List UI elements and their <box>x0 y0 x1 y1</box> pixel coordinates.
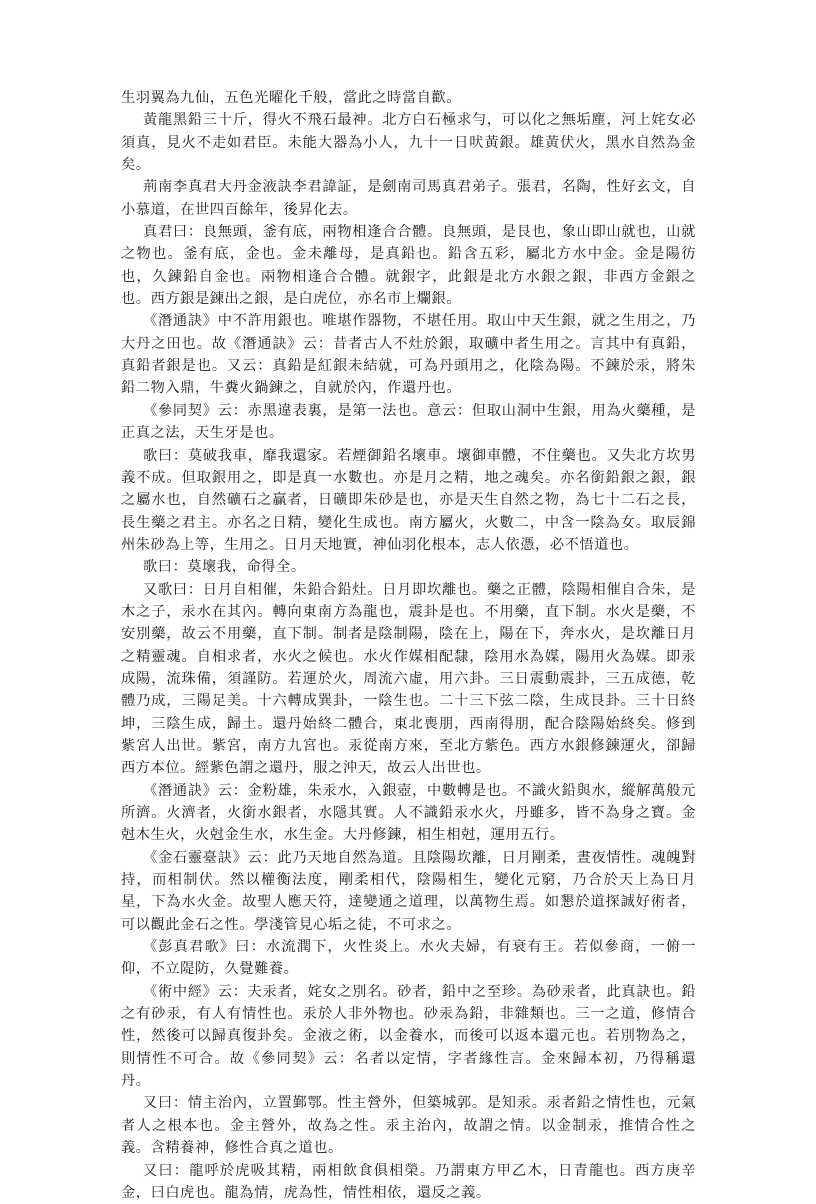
paragraph-4: 真君曰：良無頭，釜有底，兩物相逢合合體。良無頭，是艮也，象山即山就也，山就之物也。釜有底，金也。金未離母，是真鉛也。鉛含五彩，屬北方水中金。金是陽彷也，久鍊鉛自金也。兩物相逢合合體。就銀字，此銀是北方水銀之銀，非西方金銀之也。西方銀是鍊出之銀，是白虎位，亦名市上爛銀。 <box>121 221 696 310</box>
paragraph-13: 《術中經》云：夫汞者，姹女之別名。砂者，鉛中之至珍。為砂汞者，此真訣也。鉛之有砂汞，有人有情性也。汞於人非外物也。砂汞為鉛，非雜類也。三一之道，修情合性，然後可以歸真復卦矣。金液之術，以金養水，而後可以返本還元也。若別物為之，則情性不可合。故《參同契》云：名者以定情，字者緣性言。金來歸本初，乃得稱還丹。 <box>121 981 696 1093</box>
paragraph-5: 《潛通訣》中不許用銀也。唯堪作器物，不堪任用。取山中天生銀，就之生用之，乃大丹之田也。故《潛通訣》云：昔者古人不灶於銀，取礦中者生用之。言其中有真鉛，真鉛者銀是也。又云：真鉛是紅銀未結就，可為丹頭用之，化陰為陽。不鍊於汞，將朱鉛二物入鼎，牛糞火鍋鍊之，自就於內，作還丹也。 <box>121 310 696 399</box>
paragraph-1: 生羽翼為九仙，五色光曜化千般，當此之時當自歡。 <box>121 87 696 109</box>
paragraph-10: 《潛通訣》云：金粉雄，朱汞水，入銀壺，中數轉是也。不識火鉛與水，縱解萬般元所濟。火濟者，火銜水銀者，水隱其實。人不識鉛汞水火，丹雖多，皆不為身之寶。金尅木生火，火尅金生水，水生金。大丹修鍊，相生相尅，運用五行。 <box>121 780 696 847</box>
paragraph-14: 又曰：情主治內，立置鄞鄂。性主營外，但築城郭。是知汞。汞者鉛之情性也，元氣者人之根本也。金主營外，故為之性。汞主治內，故謂之情。以金制汞，推情合性之義。含精養神，修性合真之道也。 <box>121 1092 696 1159</box>
paragraph-15: 又曰：龍呼於虎吸其精，兩相飲食俱相榮。乃謂東方甲乙木，日青龍也。西方庚辛金，曰白虎也。龍為情，虎為性，情性相依，還反之義。 <box>121 1160 696 1204</box>
paragraph-9: 又歌曰：日月自相催，朱鉛合鉛灶。日月即坎離也。藥之正體，陰陽相催自合朱，是木之子，汞水在其內。轉向東南方為龍也，震卦是也。不用藥，直下制。水火是藥，不安別藥，故云不用藥，直下制。制者是陰制陽，陰在上，陽在下，奔水火，是坎離日月之精靈魂。自相求者，水火之候也。水火作媒相配隸，陰用水為媒，陽用火為媒。即汞成陽，流珠備，須謹防。若運於火，周流六虛，用六卦。三日震動震卦，三五成德，乾體乃成，三陽足美。十六轉成巽卦，一陰生也。二十三下弦二陰，生成艮卦。三十日終坤，三陰生成，歸土。還丹始終二體合，東北喪朋，西南得朋，配合陰陽始終矣。修到紫宮人出世。紫宮，南方九宮也。汞從南方來，至北方紫色。西方水銀修鍊運火，卻歸西方本位。經紫色謂之還丹，服之沖天，故云人出世也。 <box>121 579 696 780</box>
paragraph-12: 《彭真君歌》曰：水流潤下，火性炎上。水火夫婦，有衰有王。若似參商，一俯一仰，不立隄防，久覺難養。 <box>121 936 696 981</box>
paragraph-11: 《金石靈臺訣》云：此乃天地自然為道。且陰陽坎離，日月剛柔，晝夜情性。魂魄對持，而相制伏。然以權衡法度，剛柔相代，陰陽相生，變化元窮，乃合於天上為日月星，下為水火金。故聖人應天符，達變通之道理，以萬物生焉。如懇於道探誠好術者，可以觀此金石之性。學淺管見心垢之徒，不可求之。 <box>121 847 696 936</box>
paragraph-6: 《參同契》云：赤黑違表裏，是第一法也。意云：但取山洞中生銀，用為火藥種，是正真之法，天生牙是也。 <box>121 400 696 445</box>
paragraph-8: 歌曰：莫壞我，命得全。 <box>121 556 696 578</box>
paragraph-7: 歌曰：莫破我車，靡我還家。若煙御鉛名壞車。壞御車體，不住藥也。又失北方坎男義不成。但取銀用之，即是真一水數也。亦是月之精，地之魂矣。亦名銜鉛銀之銀，銀之屬水也，自然礦石之贏者，日礦即朱砂是也，亦是天生自然之物，為七十二石之長，長生藥之君主。亦名之日精，變化生成也。南方屬火，火數二，中含一陰為女。取辰錦州朱砂為上等，生用之。日月天地實，神仙羽化根本，志人依憑，必不悟道也。 <box>121 445 696 557</box>
paragraph-3: 荊南李真君大丹金液訣李君諱証，是劍南司馬真君弟子。張君，名陶，性好玄文，自小慕道，在世四百餘年，後昇化去。 <box>121 176 696 221</box>
document-page <box>121 87 696 1204</box>
paragraph-2: 黃龍黑鉛三十斤，得火不飛石最神。北方白石極求勻，可以化之無垢塵，河上姹女必須真，見火不走如君臣。未能大器為小人，九十一日吠黃銀。雄黃伏火，黑水自然為金矣。 <box>121 109 696 176</box>
